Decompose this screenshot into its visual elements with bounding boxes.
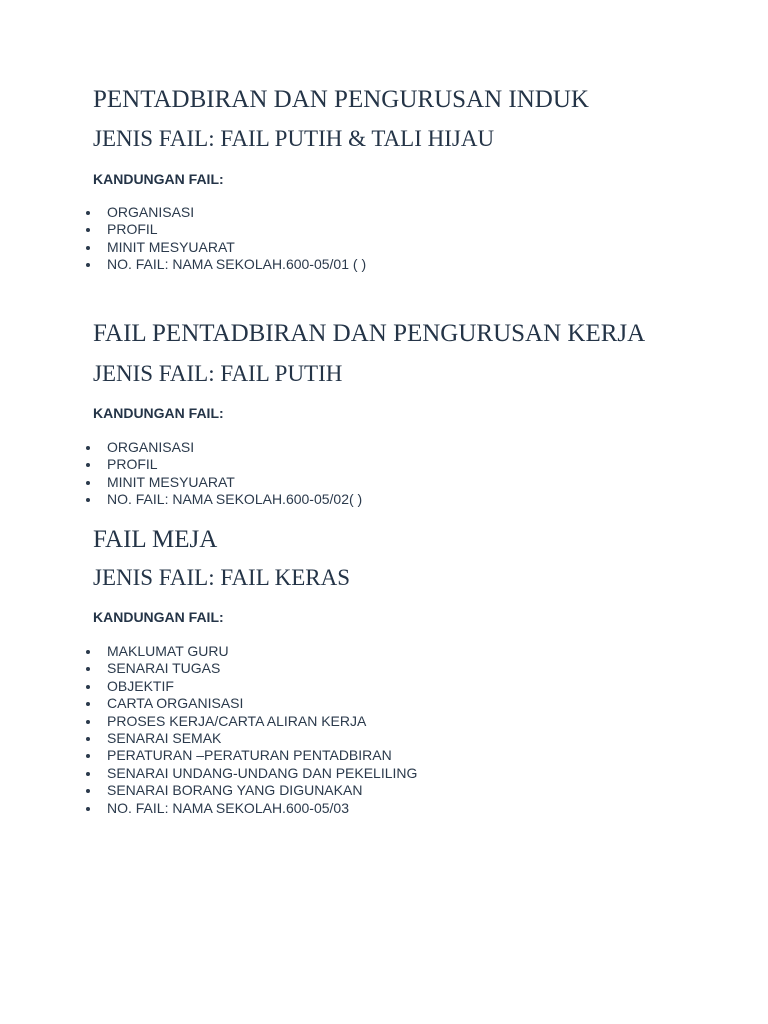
list-item — [0, 643, 417, 660]
list-item — [0, 204, 366, 221]
list-item-text: PROFIL — [107, 221, 158, 238]
list-item — [0, 456, 362, 473]
list-item — [0, 765, 417, 782]
list-item-text: SENARAI BORANG YANG DIGUNAKAN — [107, 782, 363, 799]
contents-list — [0, 439, 362, 509]
list-item — [0, 678, 417, 695]
list-item — [0, 474, 362, 491]
bullet-icon — [86, 772, 90, 776]
list-item — [0, 660, 417, 677]
file-type-line: JENIS FAIL: FAIL PUTIH — [93, 361, 343, 386]
section-heading: FAIL PENTADBIRAN DAN PENGURUSAN KERJA — [93, 320, 646, 347]
list-item-text: PROSES KERJA/CARTA ALIRAN KERJA — [107, 712, 367, 729]
list-item-text: OBJEKTIF — [107, 677, 174, 694]
bullet-icon — [86, 246, 90, 250]
list-item-text: NO. FAIL: NAMA SEKOLAH.600-05/03 — [107, 799, 349, 816]
list-item-text: ORGANISASI — [107, 204, 195, 220]
list-item-text: SENARAI SEMAK — [107, 729, 222, 746]
contents-label: KANDUNGAN FAIL: — [93, 171, 224, 187]
list-item-text: MINIT MESYUARAT — [107, 238, 235, 255]
list-item — [0, 221, 366, 238]
list-item — [0, 239, 366, 256]
list-item-text: SENARAI UNDANG-UNDANG DAN PEKELILING — [107, 764, 418, 781]
list-item-text: NO. FAIL: NAMA SEKOLAH.600-05/01 ( ) — [107, 256, 367, 273]
list-item-text: NO. FAIL: NAMA SEKOLAH.600-05/02( ) — [107, 491, 363, 508]
list-item — [0, 730, 417, 747]
bullet-icon — [86, 737, 90, 741]
list-item-text: ORGANISASI — [107, 439, 195, 455]
contents-list — [0, 643, 417, 817]
bullet-icon — [86, 263, 90, 267]
bullet-icon — [86, 463, 90, 467]
contents-list — [0, 204, 366, 274]
list-item-text: SENARAI TUGAS — [107, 660, 221, 677]
bullet-icon — [86, 667, 90, 671]
section-heading: PENTADBIRAN DAN PENGURUSAN INDUK — [93, 86, 589, 113]
bullet-icon — [86, 650, 90, 654]
contents-label: KANDUNGAN FAIL: — [93, 609, 224, 625]
list-item-text: MINIT MESYUARAT — [107, 473, 235, 490]
section-heading: FAIL MEJA — [93, 526, 218, 553]
list-item — [0, 439, 362, 456]
bullet-icon — [86, 211, 90, 215]
bullet-icon — [86, 228, 90, 232]
list-item — [0, 713, 417, 730]
list-item — [0, 747, 417, 764]
list-item — [0, 695, 417, 712]
list-item — [0, 800, 417, 817]
contents-label: KANDUNGAN FAIL: — [93, 405, 224, 421]
bullet-icon — [86, 446, 90, 450]
list-item — [0, 256, 366, 273]
bullet-icon — [86, 702, 90, 706]
list-item-text: CARTA ORGANISASI — [107, 695, 244, 712]
list-item-text: PROFIL — [107, 456, 158, 473]
bullet-icon — [86, 807, 90, 811]
list-item-text: MAKLUMAT GURU — [107, 643, 229, 659]
list-item — [0, 491, 362, 508]
bullet-icon — [86, 481, 90, 485]
file-type-line: JENIS FAIL: FAIL PUTIH & TALI HIJAU — [93, 126, 495, 151]
file-type-line: JENIS FAIL: FAIL KERAS — [93, 565, 351, 590]
list-item-text: PERATURAN –PERATURAN PENTADBIRAN — [107, 747, 392, 764]
bullet-icon — [86, 789, 90, 793]
bullet-icon — [86, 498, 90, 502]
bullet-icon — [86, 685, 90, 689]
bullet-icon — [86, 720, 90, 724]
list-item — [0, 782, 417, 799]
bullet-icon — [86, 754, 90, 758]
